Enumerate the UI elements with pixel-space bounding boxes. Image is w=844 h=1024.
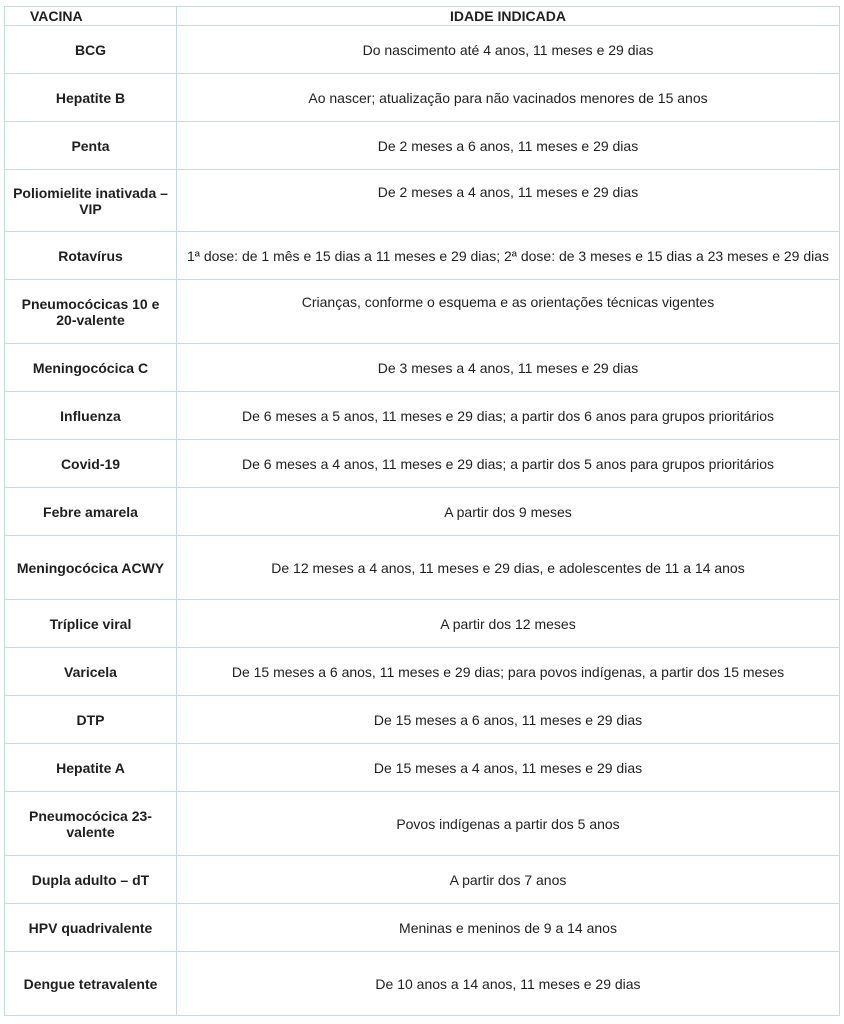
vaccine-name: Meningocócica ACWY: [5, 536, 177, 600]
table-row: [5, 904, 840, 952]
table-row: [5, 232, 840, 280]
vaccine-age-table: [4, 6, 840, 1016]
indicated-age: De 3 meses a 4 anos, 11 meses e 29 dias: [177, 344, 840, 392]
indicated-age: De 2 meses a 4 anos, 11 meses e 29 dias: [177, 170, 840, 232]
table-row: [5, 488, 840, 536]
vaccine-name: Poliomielite inativada – VIP: [5, 170, 177, 232]
table-row: [5, 600, 840, 648]
vaccine-name: DTP: [5, 696, 177, 744]
indicated-age: De 10 anos a 14 anos, 11 meses e 29 dias: [177, 952, 840, 1016]
table-header: [5, 7, 840, 26]
table-row: [5, 696, 840, 744]
table-row: [5, 280, 840, 344]
vaccine-name: Pneumocócicas 10 e 20-valente: [5, 280, 177, 344]
table-row: [5, 392, 840, 440]
vaccine-name: HPV quadrivalente: [5, 904, 177, 952]
indicated-age: A partir dos 12 meses: [177, 600, 840, 648]
table-row: [5, 344, 840, 392]
table-row: [5, 74, 840, 122]
vaccine-name: Influenza: [5, 392, 177, 440]
indicated-age: Crianças, conforme o esquema e as orientações técnicas vigentes: [177, 280, 840, 344]
indicated-age: Meninas e meninos de 9 a 14 anos: [177, 904, 840, 952]
vaccine-name: Febre amarela: [5, 488, 177, 536]
indicated-age: De 12 meses a 4 anos, 11 meses e 29 dias, e adolescentes de 11 a 14 anos: [177, 536, 840, 600]
indicated-age: De 6 meses a 5 anos, 11 meses e 29 dias; a partir dos 6 anos para grupos prioritários: [177, 392, 840, 440]
vaccine-name: Dengue tetravalente: [5, 952, 177, 1016]
vaccine-name: Hepatite B: [5, 74, 177, 122]
indicated-age: De 15 meses a 6 anos, 11 meses e 29 dias; para povos indígenas, a partir dos 15 meses: [177, 648, 840, 696]
vaccine-name: Tríplice viral: [5, 600, 177, 648]
indicated-age: Ao nascer; atualização para não vacinados menores de 15 anos: [177, 74, 840, 122]
indicated-age: De 2 meses a 6 anos, 11 meses e 29 dias: [177, 122, 840, 170]
vaccine-name: Dupla adulto – dT: [5, 856, 177, 904]
header-row: [5, 7, 840, 26]
table-row: [5, 536, 840, 600]
vaccine-name: Penta: [5, 122, 177, 170]
vaccine-name: Varicela: [5, 648, 177, 696]
vaccine-name: Meningocócica C: [5, 344, 177, 392]
table-row: [5, 744, 840, 792]
header-age: IDADE INDICADA: [177, 7, 840, 26]
indicated-age: De 15 meses a 6 anos, 11 meses e 29 dias: [177, 696, 840, 744]
table-row: [5, 648, 840, 696]
table-row: [5, 792, 840, 856]
indicated-age: 1ª dose: de 1 mês e 15 dias a 11 meses e 29 dias; 2ª dose: de 3 meses e 15 dias a 23 meses e 29 dias: [177, 232, 840, 280]
vaccine-name: Hepatite A: [5, 744, 177, 792]
table-row: [5, 856, 840, 904]
vaccine-name: BCG: [5, 26, 177, 74]
vaccine-name: Covid-19: [5, 440, 177, 488]
table-row: [5, 26, 840, 74]
table-body: [5, 26, 840, 1016]
table-row: [5, 122, 840, 170]
vaccine-name: Rotavírus: [5, 232, 177, 280]
indicated-age: De 15 meses a 4 anos, 11 meses e 29 dias: [177, 744, 840, 792]
vaccine-name: Pneumocócica 23-valente: [5, 792, 177, 856]
indicated-age: Do nascimento até 4 anos, 11 meses e 29 dias: [177, 26, 840, 74]
indicated-age: A partir dos 9 meses: [177, 488, 840, 536]
table-row: [5, 440, 840, 488]
indicated-age: Povos indígenas a partir dos 5 anos: [177, 792, 840, 856]
header-vaccine: VACINA: [5, 7, 177, 26]
table-row: [5, 952, 840, 1016]
table-row: [5, 170, 840, 232]
indicated-age: A partir dos 7 anos: [177, 856, 840, 904]
indicated-age: De 6 meses a 4 anos, 11 meses e 29 dias; a partir dos 5 anos para grupos prioritários: [177, 440, 840, 488]
